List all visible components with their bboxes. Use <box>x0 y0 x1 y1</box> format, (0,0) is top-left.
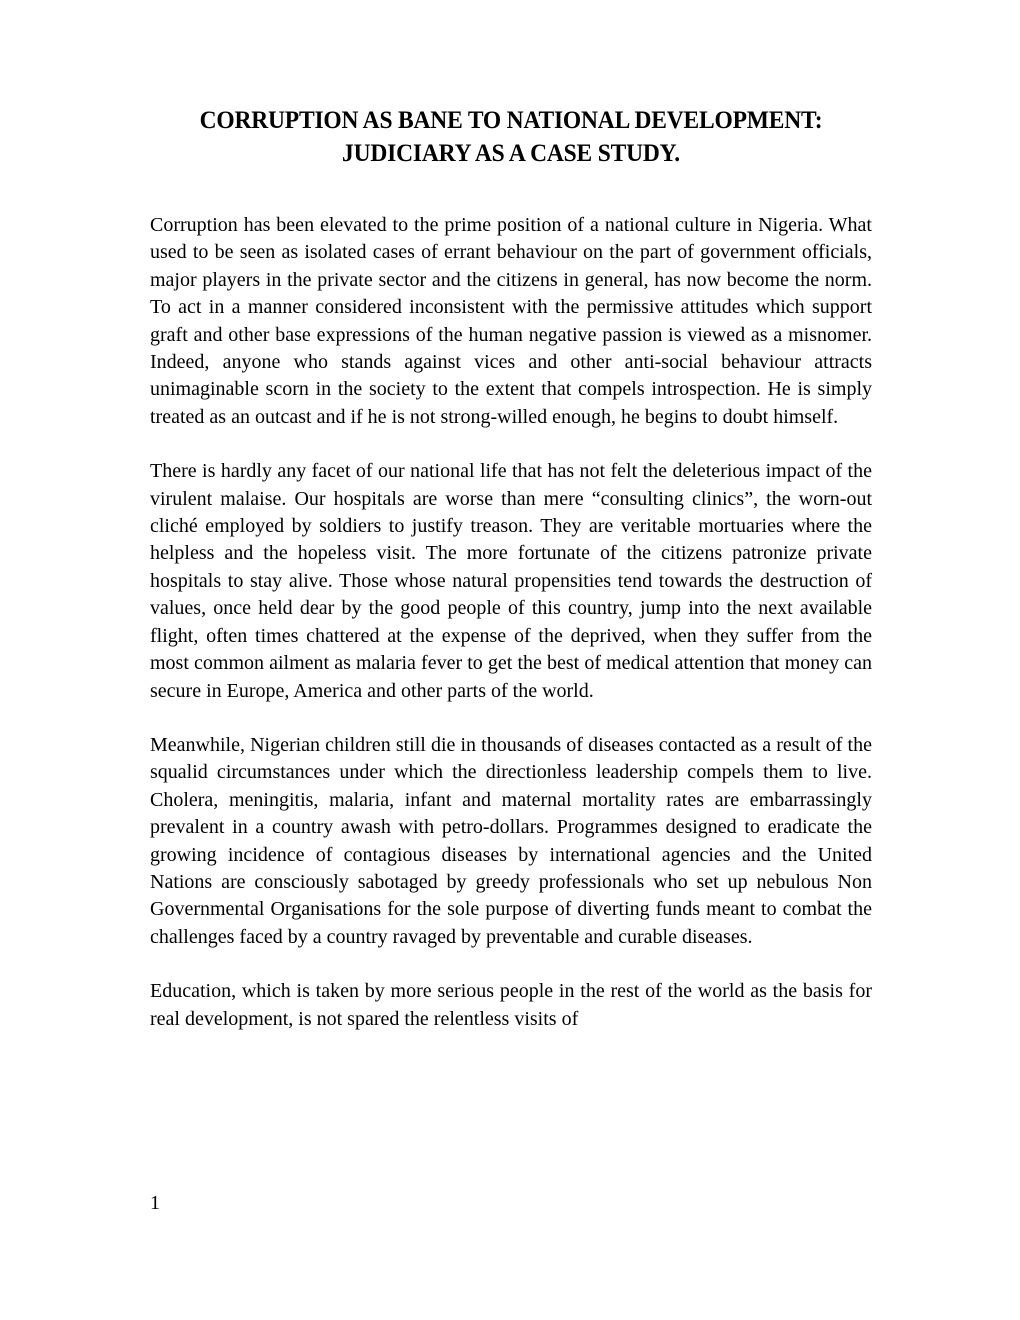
page-content <box>150 104 872 1033</box>
page-title <box>172 104 851 170</box>
body-text <box>150 212 872 1033</box>
paragraph-3: Meanwhile, Nigerian children still die in thousands of diseases contacted as a result of the squalid circumstances under which the directionless leadership compels them to live. Cholera, meningitis, malaria, infant and maternal mortality rates are embarrassingly prevalent in a country awash with petro-dollars. Programmes designed to eradicate the growing incidence of contagious diseases by international agencies and the United Nations are consciously sabotaged by greedy professionals who set up nebulous Non Governmental Organisations for the sole purpose of diverting funds meant to combat the challenges faced by a country ravaged by preventable and curable diseases. <box>150 733 872 948</box>
paragraph-2: There is hardly any facet of our national life that has not felt the deleterious impact of the virulent malaise. Our hospitals are worse than mere “consulting clinics”, the worn-out cliché employed by soldiers to justify treason. They are veritable mortuaries where the helpless and the hopeless visit. The more fortunate of the citizens patronize private hospitals to stay alive. Those whose natural propensities tend towards the destruction of values, once held dear by the good people of this country, jump into the next available flight, often times chattered at the expense of the deprived, when they suffer from the most common ailment as malaria fever to get the best of medical attention that money can secure in Europe, America and other parts of the world. <box>150 460 872 702</box>
paragraph-4: Education, which is taken by more serious people in the rest of the world as the basis for real development, is not spared the relentless visits of <box>150 980 872 1030</box>
page-number: 1 <box>150 1192 160 1214</box>
page-title-line-2: JUDICIARY AS A CASE STUDY. <box>342 140 680 167</box>
page-title-line-1: CORRUPTION AS BANE TO NATIONAL DEVELOPMENT: <box>199 107 823 134</box>
paragraph-1: Corruption has been elevated to the prime position of a national culture in Nigeria. What used to be seen as isolated cases of errant behaviour on the part of government officials, major players in the private sector and the citizens in general, has now become the norm. To act in a manner considered inconsistent with the permissive attitudes which support graft and other base expressions of the human negative passion is viewed as a misnomer. Indeed, anyone who stands against vices and other anti-social behaviour attracts unimaginable scorn in the society to the extent that compels introspection. He is simply treated as an outcast and if he is not strong-willed enough, he begins to doubt himself. <box>150 214 872 428</box>
